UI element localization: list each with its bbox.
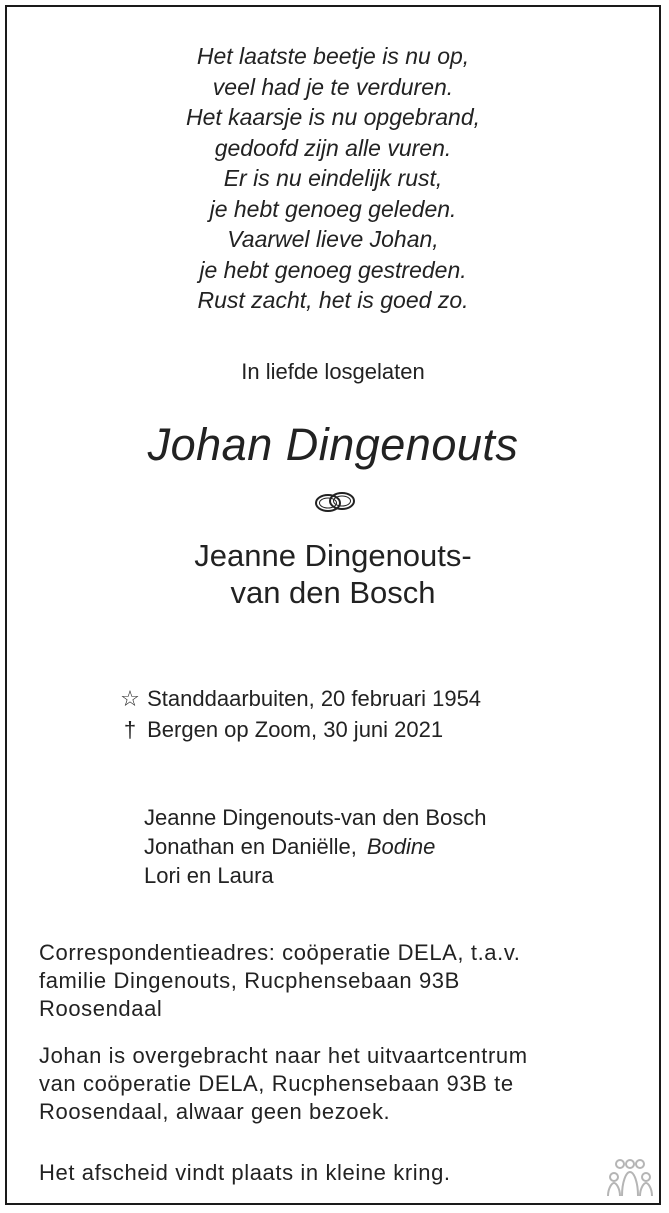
poem-line: Het laatste beetje is nu op, (196, 43, 470, 69)
poem-line: Rust zacht, het is goed zo. (197, 287, 469, 313)
birth-text: Standdaarbuiten, 20 februari 1954 (147, 686, 482, 711)
poem-line: Er is nu eindelijk rust, (223, 165, 443, 191)
paragraph-line: Correspondentieadres: coöperatie DELA, t.a.v. (39, 940, 521, 965)
obituary-card (5, 5, 661, 1205)
wedding-rings-icon (313, 489, 357, 515)
poem-line: veel had je te verduren. (212, 73, 454, 100)
star-icon: ☆ (120, 686, 140, 711)
poem-line: Het kaarsje is nu opgebrand, (185, 104, 481, 130)
correspondence-address (39, 939, 639, 1023)
family-line-italic: Bodine (366, 834, 436, 859)
life-dates (119, 683, 481, 745)
poem-line: Vaarwel lieve Johan, (227, 226, 439, 252)
poem-line: je hebt genoeg geleden. (209, 195, 457, 222)
spouse-name (7, 537, 659, 611)
paragraph-line: Johan is overgebracht naar het uitvaartcentrum (39, 1043, 528, 1068)
poem (7, 41, 659, 316)
family-list (144, 803, 486, 890)
paragraph-line: van coöperatie DELA, Rucphensebaan 93B te (39, 1071, 514, 1096)
intro-text: In liefde losgelaten (241, 359, 425, 384)
transfer-notice (39, 1042, 639, 1126)
family-line (144, 832, 486, 861)
poem-line: gedoofd zijn alle vuren. (214, 134, 452, 161)
poem-line: je hebt genoeg gestreden. (199, 256, 467, 283)
family-group-icon (606, 1158, 654, 1198)
paragraph-line: familie Dingenouts, Rucphensebaan 93B (39, 968, 460, 993)
death-text: Bergen op Zoom, 30 juni 2021 (147, 717, 444, 742)
family-line-main: Jonathan en Daniëlle, (144, 834, 357, 859)
death-row (119, 714, 481, 745)
cross-icon: † (123, 717, 137, 742)
spouse-line: van den Bosch (230, 575, 436, 610)
family-line: Jeanne Dingenouts-van den Bosch (144, 805, 487, 830)
paragraph-line: Roosendaal, alwaar geen bezoek. (39, 1099, 391, 1124)
deceased-name: Johan Dingenouts (147, 419, 519, 470)
spouse-line: Jeanne Dingenouts- (194, 538, 472, 573)
birth-row (119, 683, 481, 714)
paragraph-line: Roosendaal (39, 996, 163, 1021)
farewell-notice: Het afscheid vindt plaats in kleine kring. (39, 1160, 451, 1185)
family-line: Lori en Laura (144, 863, 274, 888)
